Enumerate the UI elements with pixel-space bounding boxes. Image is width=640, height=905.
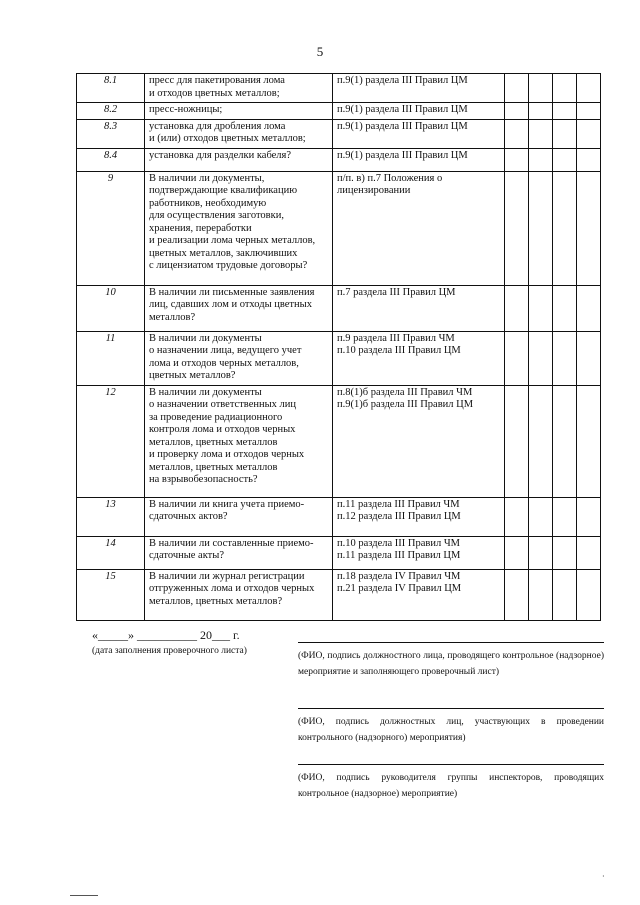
signature-group-leader: (ФИО, подпись руководителя группы инспекторов, проводящих контрольное (надзорное) мероприятие) [298,764,604,802]
answer-cell[interactable] [553,536,577,569]
answer-cell[interactable] [529,148,553,171]
row-question: В наличии ли документы о назначении лица, ведущего учет лома и отходов черных металлов, цветных металлов? [145,331,333,385]
checklist-table [76,73,601,621]
row-question: В наличии ли книга учета приемо- сдаточных актов? [145,497,333,536]
answer-cell[interactable] [505,497,529,536]
row-question: установка для разделки кабеля? [145,148,333,171]
table-row [77,285,601,331]
answer-cell[interactable] [577,74,601,103]
row-number: 8.4 [77,148,145,171]
answer-cell[interactable] [505,385,529,497]
table-row [77,171,601,285]
row-number: 8.3 [77,119,145,148]
answer-cell[interactable] [529,536,553,569]
answer-cell[interactable] [553,103,577,120]
answer-cell[interactable] [577,536,601,569]
row-question: В наличии ли документы о назначении ответственных лиц за проведение радиационного контроля лома и отходов черных металлов, цветных металлов и проверку лома и отходов черных металлов, цветных металлов на взрывобезопасность? [145,385,333,497]
row-number: 8.2 [77,103,145,120]
row-reference: п.8(1)б раздела III Правил ЧМ п.9(1)б раздела III Правил ЦМ [333,385,505,497]
row-reference: п.9(1) раздела III Правил ЦМ [333,119,505,148]
answer-cell[interactable] [577,103,601,120]
row-number: 13 [77,497,145,536]
row-reference: п/п. в) п.7 Положения о лицензировании [333,171,505,285]
date-line: «_____» __________ 20___ г. [92,628,240,642]
bottom-rule [70,895,98,896]
answer-cell[interactable] [529,74,553,103]
row-reference: п.7 раздела III Правил ЦМ [333,285,505,331]
row-question: пресс для пакетирования лома и отходов цветных металлов; [145,74,333,103]
answer-cell[interactable] [529,171,553,285]
answer-cell[interactable] [577,497,601,536]
answer-cell[interactable] [529,385,553,497]
answer-cell[interactable] [505,119,529,148]
answer-cell[interactable] [553,385,577,497]
answer-cell[interactable] [553,171,577,285]
signature-participants: (ФИО, подпись должностных лиц, участвующих в проведении контрольного (надзорного) мероприятия) [298,708,604,746]
answer-cell[interactable] [529,331,553,385]
answer-cell[interactable] [577,148,601,171]
margin-mark: · [602,872,605,881]
answer-cell[interactable] [577,119,601,148]
answer-cell[interactable] [553,497,577,536]
row-question: пресс-ножницы; [145,103,333,120]
row-reference: п.18 раздела IV Правил ЧМ п.21 раздела IV Правил ЦМ [333,569,505,620]
answer-cell[interactable] [529,103,553,120]
row-number: 12 [77,385,145,497]
row-number: 10 [77,285,145,331]
row-number: 15 [77,569,145,620]
row-number: 11 [77,331,145,385]
row-reference: п.9 раздела III Правил ЧМ п.10 раздела III Правил ЦМ [333,331,505,385]
page-number: 5 [316,44,324,59]
answer-cell[interactable] [529,497,553,536]
table-row [77,536,601,569]
answer-cell[interactable] [553,74,577,103]
table-row [77,74,601,103]
answer-cell[interactable] [505,285,529,331]
row-question: В наличии ли документы, подтверждающие квалификацию работников, необходимую для осуществления заготовки, хранения, переработки и реализации лома черных металлов, цветных металлов, заключивших с лицензиатом трудовые договоры? [145,171,333,285]
answer-cell[interactable] [553,285,577,331]
answer-cell[interactable] [505,331,529,385]
answer-cell[interactable] [505,148,529,171]
row-number: 14 [77,536,145,569]
answer-cell[interactable] [553,569,577,620]
answer-cell[interactable] [529,569,553,620]
signature-inspector: (ФИО, подпись должностного лица, проводящего контрольное (надзорное) мероприятие и заполняющего проверочный лист) [298,642,604,680]
row-reference: п.10 раздела III Правил ЧМ п.11 раздела III Правил ЦМ [333,536,505,569]
row-reference: п.9(1) раздела III Правил ЦМ [333,74,505,103]
table-row [77,103,601,120]
row-number: 9 [77,171,145,285]
table-row [77,331,601,385]
answer-cell[interactable] [577,569,601,620]
table-row [77,569,601,620]
answer-cell[interactable] [505,536,529,569]
answer-cell[interactable] [553,148,577,171]
answer-cell[interactable] [529,119,553,148]
answer-cell[interactable] [505,74,529,103]
row-reference: п.9(1) раздела III Правил ЦМ [333,103,505,120]
answer-cell[interactable] [529,285,553,331]
answer-cell[interactable] [577,285,601,331]
table-row [77,148,601,171]
answer-cell[interactable] [553,331,577,385]
answer-cell[interactable] [577,331,601,385]
answer-cell[interactable] [505,569,529,620]
row-question: установка для дробления лома и (или) отходов цветных металлов; [145,119,333,148]
answer-cell[interactable] [577,171,601,285]
row-reference: п.9(1) раздела III Правил ЦМ [333,148,505,171]
row-reference: п.11 раздела III Правил ЧМ п.12 раздела III Правил ЦМ [333,497,505,536]
row-question: В наличии ли составленные приемо- сдаточные акты? [145,536,333,569]
table-row [77,385,601,497]
row-question: В наличии ли журнал регистрации отгруженных лома и отходов черных металлов, цветных металлов? [145,569,333,620]
answer-cell[interactable] [553,119,577,148]
answer-cell[interactable] [505,103,529,120]
row-question: В наличии ли письменные заявления лиц, сдавших лом и отходы цветных металлов? [145,285,333,331]
row-number: 8.1 [77,74,145,103]
date-caption: (дата заполнения проверочного листа) [92,646,247,656]
table-row [77,497,601,536]
answer-cell[interactable] [577,385,601,497]
table-row [77,119,601,148]
answer-cell[interactable] [505,171,529,285]
